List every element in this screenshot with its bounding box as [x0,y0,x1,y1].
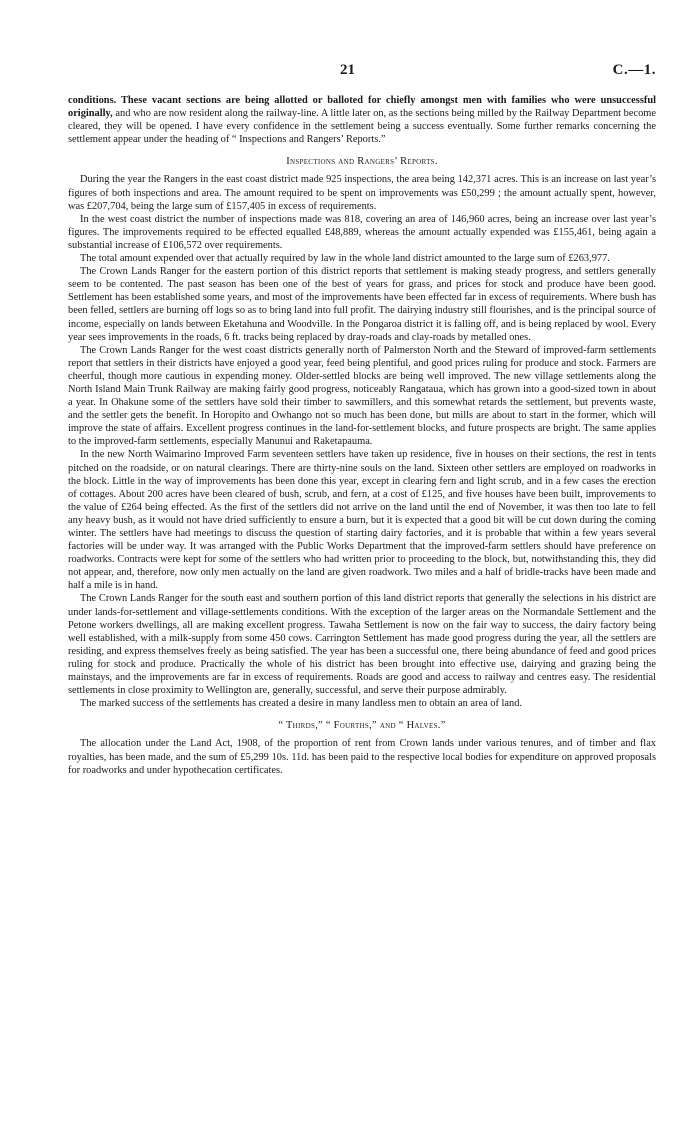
intro-lead: conditions. These vacant sections are being allotted or balloted for chiefly amongst men with families who were unsuccessful originally, [68,95,656,120]
intro-paragraph [68,94,656,146]
body-text [68,94,656,777]
paragraph: The Crown Lands Ranger for the south east and southern portion of this land district reports that generally the selections in his district are under lands-for-settlement and village-settlements conditions. With the exception of the larger areas on the Normandale Settlement and the Petone workers dwellings, all are making excellent progress. Tawaha Settlement is now on the fair way to success, the dairy factory being well established, with a milk-supply from some 450 cows. Carrington Settlement has made good progress during the year, all the settlers are residing, and express themselves freely as being satisfied. The year has been a successful one, there being abundance of feed and good prices ruling for stock and produce. Practically the whole of his district has been brought into effective use, dairying and grazing being the mainstays, and the improvements are far in excess of requirements. Roads are good and access to railway and centres easy. The residential settlements in close proximity to Wellington are, generally, successful, and serve their purpose admirably. [68,593,656,697]
paragraph: The total amount expended over that actually required by law in the whole land district amounted to the large sum of £263,977. [80,253,610,265]
section-heading-inspections: Inspections and Rangers’ Reports. [286,156,438,168]
paragraph: In the new North Waimarino Improved Farm seventeen settlers have taken up residence, five in houses on their sections, the rest in tents pitched on the roadside, or on natural clearings. There are thirty-nine souls on the land. Sixteen other settlers are employed on roadworks in the block. Little in the way of improvements has been done this year, except in clearing fern and light scrub, and in a few cases the erection of cottages. About 200 acres have been cleared of bush, scrub, and fern, at a cost of £125, and five houses have been built, improvements to the value of £264 being effected. As the first of the settlers did not arrive on the land until the end of November, it was then too late to fell any heavy bush, as it would not have dried sufficiently to ensure a burn, but it is expected that a good bit will be cut down during the coming winter. The settlers have had meetings to discuss the question of starting dairy factories, and it is probable that within a few years several factories will be under way. It was arranged with the Public Works Department that the improved-farm settlers should have preference on roadworks. Contracts were kept for some of the settlers who had written prior to proceeding to the block, but, notwithstanding this, they did not appear, and, therefore, now only men actually on the land are given roadwork. Two miles and a half of bridle-tracks have been made and half a mile is in hand. [68,449,656,592]
paragraph: The Crown Lands Ranger for the west coast districts generally north of Palmerston North and the Steward of improved-farm settlements report that settlers in their districts have enjoyed a good year, feed being plentiful, and good prices ruling for produce and stock. Farmers are cheerful, though more cautious in expending money. Older-settled blocks are being well improved. The new village settlements along the North Island Main Trunk Railway are making fairly good progress, noticeably Rangataua, which has grown into a good-sized town in about a year. In Ohakune some of the settlers have sold their timber to sawmillers, and this somewhat retards the settlement, but prevents waste, and the settler gets the benefit. In Horopito and Owhango not so much has been done, but mills are about to start in the former, which will improve the state of affairs. Excellent progress continues in the land-for-settlement blocks, and future prospects are bright. The same applies to the improved-farm settlements, especially Manunui and Raketapauma. [68,344,656,448]
paragraph: The marked success of the settlements has created a desire in many landless men to obtain an area of land. [80,698,523,710]
paragraph: The Crown Lands Ranger for the eastern portion of this district reports that settlement is making steady progress, and settlers generally seem to be contented. The past season has been one of the best of years for grass, and prices for stock and produce have been good. Settlement has been established some years, and most of the improvements have been effected far in excess of requirements. Where bush has been felled, settlers are burning off logs so as to bring land into full profit. The dairying industry still flourishes, and is the principal source of income, especially on lands between Eketahuna and Woodville. In the Pongaroa district it is falling off, and is being replaced by wool. Every year sees improvements in the roads, 6 ft. tracks being replaced by dray-roads and clay-roads by metalled ones. [68,266,656,343]
page-number: 21 [340,62,355,78]
paragraph: During the year the Rangers in the east coast district made 925 inspections, the area being 142,371 acres. This is an increase on last year’s figures of both inspections and area. The amount required to be spent on improvements was £50,299 ; the amount actually spent, however, was £207,704, being the large sum of £157,405 in excess of requirements. [68,174,656,212]
page-header [68,0,656,94]
paragraph: In the west coast district the number of inspections made was 818, covering an area of 146,960 acres, being an increase over last year’s figures. The improvements required to be effected equalled £48,889, whereas the amount actually expended was £155,461, being again a substantial increase of £106,572 over requirements. [68,213,656,251]
intro-text: and who are now resident along the railway-line. A little later on, as the sections being milled by the Railway Department become cleared, they will be opened. I have every confidence in the settlement being a success eventually. Some further remarks concerning the settlement appear under the heading of “ Inspections and Rangers’ Reports.” [68,108,656,146]
section-heading-thirds: “ Thirds,” “ Fourths,” and “ Halves.” [278,720,446,732]
document-code: C.—1. [612,62,656,78]
paragraph: The allocation under the Land Act, 1908, of the proportion of rent from Crown lands under various tenures, and of timber and flax royalties, has been made, and the sum of £5,299 10s. 11d. has been paid to the respective local bodies for expenditure on approved proposals for roadworks and under hypothecation certificates. [68,738,656,776]
